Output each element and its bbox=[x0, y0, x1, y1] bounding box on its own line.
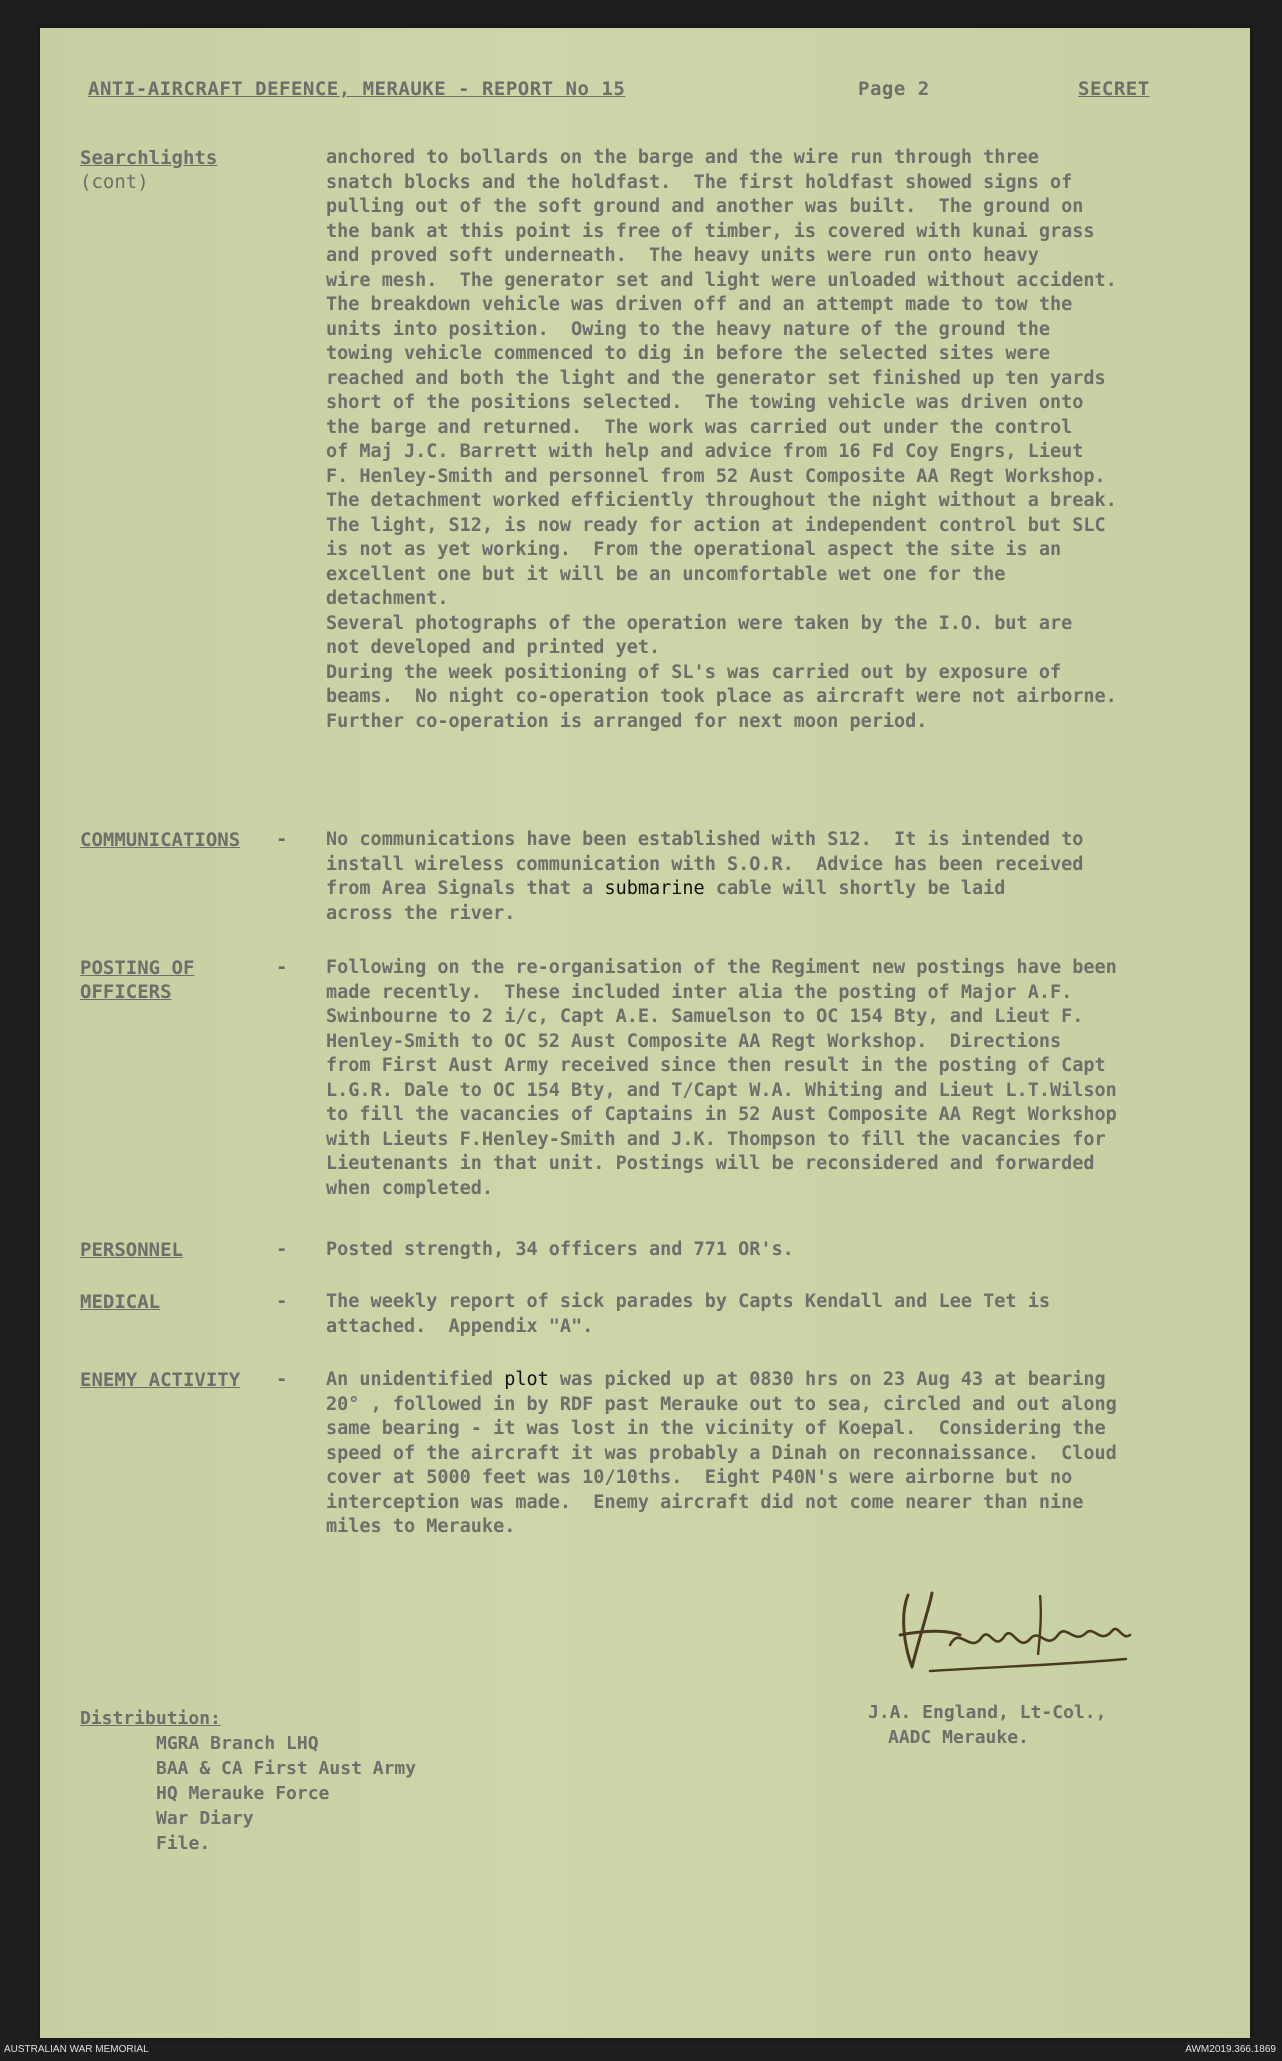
overlay-word: plot bbox=[504, 1369, 549, 1390]
footer-accession-number: AWM2019.366.1869 bbox=[1185, 2044, 1276, 2055]
page-number: Page 2 bbox=[858, 78, 930, 100]
footer-archive-name: AUSTRALIAN WAR MEMORIAL bbox=[4, 2044, 149, 2055]
section-body: anchored to bollards on the barge and the wire run through three snatch blocks and the holdfast. The first holdfast showed signs of pulling out of the soft ground and another was built. The ground on the bank at this point is free of timber, is covered with kunai grass and proved soft underneath. The heavy units were run onto heavy wire mesh. The generator set and light were unloaded without accident. The breakdown vehicle was driven off and an attempt made to tow the units into position. Owing to the heavy nature of the ground the towing vehicle commenced to dig in before the selected sites were reached and both the light and the generator set finished up ten yards short of the positions selected. The towing vehicle was driven onto the barge and returned. The work was carried out under the control of Maj J.C. Barrett with help and advice from 16 Fd Coy Engrs, Lieut F. Henley-Smith and personnel from 52 Aust Composite AA Regt Workshop. The detachment worked efficiently throughout the night without a break. The light, S12, is now ready for action at independent control but SLC is not as yet working. From the operational aspect the site is an excellent one but it will be an uncomfortable wet one for the detachment. Several photographs of the operation were taken by the I.O. but are not developed and printed yet. During the week positioning of SL's was carried out by exposure of beams. No night co-operation took place as aircraft were not airborne. Further co-operation is arranged for next moon period. bbox=[326, 147, 1117, 732]
list-item: File. bbox=[156, 1833, 211, 1854]
section-body: Posted strength, 34 officers and 771 OR's. bbox=[326, 1239, 794, 1260]
distribution-list bbox=[80, 1706, 416, 1856]
list-item: War Diary bbox=[156, 1808, 254, 1829]
section-label: MEDICAL bbox=[80, 1291, 161, 1313]
section-body: The weekly report of sick parades by Capts Kendall and Lee Tet is attached. Appendix "A". bbox=[326, 1291, 1050, 1337]
section-body: Following on the re-organisation of the Regiment new postings have been made recently. These included inter alia the posting of Major A.F. Swinbourne to 2 i/c, Capt A.E. Samuelson to OC 154 Bty, and Lieut F. Henley-Smith to OC 52 Aust Composite AA Regt Workshop. Directions from First Aust Army received since then result in the posting of Capt L.G.R. Dale to OC 154 Bty, and T/Capt W.A. Whiting and Lieut L.T.Wilson to fill the vacancies of Captains in 52 Aust Composite AA Regt Workshop with Lieuts F.Henley-Smith and J.K. Thompson to fill the vacancies for Lieutenants in that unit. Postings will be reconsidered and forwarded when completed. bbox=[326, 957, 1117, 1199]
overlay-word: submarine bbox=[604, 878, 705, 899]
document-header bbox=[88, 78, 1168, 118]
signature-block: J.A. England, Lt-Col., AADC Merauke. bbox=[868, 1702, 1107, 1748]
list-item: BAA & CA First Aust Army bbox=[156, 1758, 417, 1779]
list-item: MGRA Branch LHQ bbox=[156, 1733, 319, 1754]
classification-mark: SECRET bbox=[1078, 78, 1150, 100]
section-body: No communications have been established with S12. It is intended to install wireless communication with S.O.R. Advice has been received from Area Signals that a submarine cable will shortly be laid across the river. bbox=[326, 829, 1084, 924]
section-label: ENEMY ACTIVITY bbox=[80, 1369, 241, 1391]
distribution-heading: Distribution: bbox=[80, 1708, 221, 1729]
section-label: POSTING OF OFFICERS bbox=[80, 957, 195, 1003]
section-label: PERSONNEL bbox=[80, 1239, 183, 1261]
section-label: Searchlights (cont) bbox=[80, 147, 218, 193]
handwritten-signature bbox=[890, 1575, 1140, 1685]
section-body: An unidentified plot was picked up at 0830 hrs on 23 Aug 43 at bearing 20° , followed in by RDF past Merauke out to sea, circled and out along same bearing - it was lost in the vicinity of Koepal. Considering the speed of the aircraft it was probably a Dinah on reconnaissance. Cloud cover at 5000 feet was 10/10ths. Eight P40N's were airborne but no interception was made. Enemy aircraft did not come nearer than nine miles to Merauke. bbox=[326, 1369, 1117, 1537]
section-label: COMMUNICATIONS bbox=[80, 829, 241, 851]
report-title: ANTI-AIRCRAFT DEFENCE, MERAUKE - REPORT No 15 bbox=[88, 78, 626, 100]
list-item: HQ Merauke Force bbox=[156, 1783, 330, 1804]
